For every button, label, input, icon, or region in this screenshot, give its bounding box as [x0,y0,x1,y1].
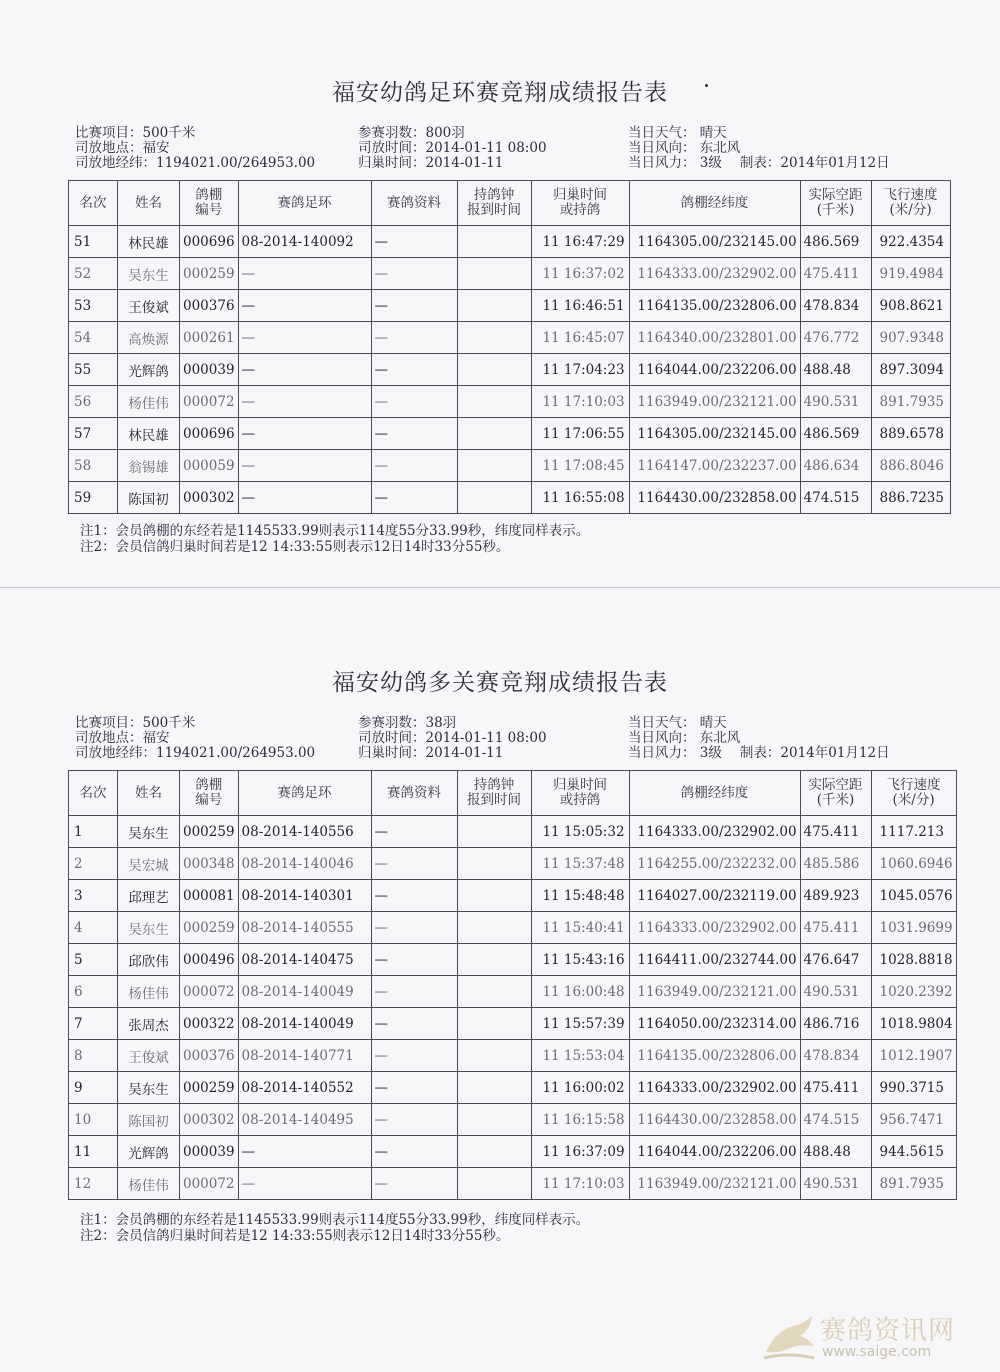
cell-ring: 08-2014-140555 [238,912,371,944]
table-header-row [69,771,957,816]
cell-coord: 1164044.00/232206.00 [629,354,800,386]
meta-col-mid [358,126,547,171]
cell-name: 王俊斌 [118,290,180,322]
cell-time: 11 15:48:48 [531,880,629,912]
cell-ring: — [238,1168,371,1200]
cell-ring: — [238,1136,371,1168]
cell-loft: 000302 [180,482,239,514]
cell-rank: 9 [69,1072,118,1104]
cell-name: 翁锡雄 [118,450,180,482]
table-row [69,482,951,514]
meta-wind-dir: 当日风向： 东北风 [628,730,741,746]
watermark-url: www.saige.com [822,1344,932,1360]
cell-clock [457,258,531,290]
cell-dist: 476.772 [800,322,871,354]
cell-info: — [371,226,457,258]
meta-wind-force: 当日风力： 3级 [628,745,722,761]
cell-info: — [371,1136,457,1168]
cell-loft: 000376 [180,290,239,322]
cell-dist: 476.647 [800,944,871,976]
table-row [69,290,951,322]
cell-speed: 919.4984 [871,258,950,290]
cell-clock [457,386,531,418]
cell-speed: 907.9348 [871,322,950,354]
meta-release-coord: 司放地经纬：1194021.00/264953.00 [75,155,316,171]
cell-time: 11 16:45:07 [531,322,629,354]
cell-name: 吴东生 [118,816,180,848]
cell-loft: 000059 [180,450,239,482]
column-header-name: 姓名 [118,771,180,816]
table-row [69,880,957,912]
cell-info: — [371,1168,457,1200]
cell-rank: 1 [69,816,118,848]
table-row [69,944,957,976]
meta-release-time: 司放时间：2014-01-11 08:00 [358,140,547,156]
cell-speed: 1045.0576 [871,880,956,912]
cell-info: — [371,816,457,848]
cell-rank: 8 [69,1040,118,1072]
cell-speed: 1012.1907 [871,1040,956,1072]
speck [705,84,708,87]
cell-dist: 475.411 [800,258,871,290]
cell-name: 邱欣伟 [118,944,180,976]
cell-name: 吴东生 [118,912,180,944]
meta-release-place: 司放地点：福安 [75,730,170,746]
cell-time: 11 16:47:29 [531,226,629,258]
cell-dist: 478.834 [800,1040,871,1072]
cell-name: 张周杰 [118,1008,180,1040]
cell-ring: — [238,258,371,290]
footnote-2: 注2：会员信鸽归巢时间若是12 14:33:55则表示12日14时33分55秒。 [80,539,510,555]
footnote-1: 注1：会员鸽棚的东经若是1145533.99则表示114度55分33.99秒，纬度同样表示。 [80,1212,590,1228]
cell-time: 11 15:57:39 [531,1008,629,1040]
column-header-rank: 名次 [69,771,118,816]
cell-ring: 08-2014-140049 [238,976,371,1008]
cell-coord: 1164430.00/232858.00 [629,1104,800,1136]
cell-dist: 490.531 [800,1168,871,1200]
cell-coord: 1164305.00/232145.00 [629,418,800,450]
meta-event: 比赛项目：500千米 [75,125,196,141]
cell-name: 高焕源 [118,322,180,354]
cell-loft: 000302 [180,1104,239,1136]
column-header-dist: 实际空距 (千米) [800,771,871,816]
cell-speed: 944.5615 [871,1136,956,1168]
cell-ring: 08-2014-140049 [238,1008,371,1040]
table-row [69,418,951,450]
meta-event: 比赛项目：500千米 [75,715,196,731]
cell-rank: 12 [69,1168,118,1200]
cell-clock [457,450,531,482]
cell-loft: 000039 [180,1136,239,1168]
column-header-coord: 鸽棚经纬度 [629,771,800,816]
cell-clock [457,1104,531,1136]
cell-time: 11 17:10:03 [531,1168,629,1200]
cell-speed: 889.6578 [871,418,950,450]
cell-rank: 3 [69,880,118,912]
cell-clock [457,1040,531,1072]
column-header-loft: 鸽棚 编号 [180,181,239,226]
cell-clock [457,322,531,354]
cell-clock [457,848,531,880]
cell-rank: 7 [69,1008,118,1040]
cell-info: — [371,1040,457,1072]
footnotes [80,523,589,555]
meta-wind-dir: 当日风向： 东北风 [628,140,741,156]
cell-ring: — [238,450,371,482]
cell-speed: 908.8621 [871,290,950,322]
table-row [69,450,951,482]
cell-ring: — [238,418,371,450]
cell-dist: 486.569 [800,418,871,450]
cell-loft: 000376 [180,1040,239,1072]
page-divider [0,587,1000,588]
cell-loft: 000496 [180,944,239,976]
cell-coord: 1163949.00/232121.00 [629,1168,800,1200]
column-header-ring: 赛鸽足环 [238,181,371,226]
results-table [68,180,951,514]
cell-rank: 51 [69,226,118,258]
table-row [69,1168,957,1200]
meta-release-time: 司放时间：2014-01-11 08:00 [358,730,547,746]
cell-clock [457,816,531,848]
cell-name: 杨佳伟 [118,386,180,418]
cell-info: — [371,912,457,944]
cell-time: 11 17:10:03 [531,386,629,418]
cell-clock [457,290,531,322]
meta-made-date: 制表：2014年01月12日 [739,155,890,171]
cell-dist: 485.586 [800,848,871,880]
column-header-clock: 持鸽钟 报到时间 [457,181,531,226]
cell-info: — [371,848,457,880]
results-table [68,770,957,1200]
cell-coord: 1163949.00/232121.00 [629,976,800,1008]
cell-time: 11 15:40:41 [531,912,629,944]
cell-loft: 000072 [180,1168,239,1200]
cell-speed: 886.8046 [871,450,950,482]
cell-clock [457,482,531,514]
cell-dist: 486.569 [800,226,871,258]
cell-speed: 1060.6946 [871,848,956,880]
cell-rank: 6 [69,976,118,1008]
column-header-time: 归巢时间 或持鸽 [531,181,629,226]
cell-clock [457,912,531,944]
cell-speed: 886.7235 [871,482,950,514]
cell-loft: 000081 [180,880,239,912]
meta-weather: 当日天气： 晴天 [628,715,727,731]
column-header-coord: 鸽棚经纬度 [629,181,800,226]
cell-rank: 54 [69,322,118,354]
cell-coord: 1164147.00/232237.00 [629,450,800,482]
meta-entries: 参赛羽数：38羽 [358,715,457,731]
cell-speed: 897.3094 [871,354,950,386]
cell-coord: 1164044.00/232206.00 [629,1136,800,1168]
table-row [69,226,951,258]
column-header-speed: 飞行速度 (米/分) [871,181,950,226]
cell-coord: 1164135.00/232806.00 [629,290,800,322]
cell-rank: 59 [69,482,118,514]
column-header-info: 赛鸽资料 [371,771,457,816]
cell-time: 11 15:43:16 [531,944,629,976]
meta-return-time: 归巢时间：2014-01-11 [358,155,504,171]
cell-clock [457,944,531,976]
cell-dist: 488.48 [800,1136,871,1168]
cell-ring: — [238,322,371,354]
cell-clock [457,1168,531,1200]
cell-info: — [371,322,457,354]
cell-ring: — [238,290,371,322]
cell-name: 陈国初 [118,482,180,514]
cell-rank: 57 [69,418,118,450]
cell-ring: — [238,482,371,514]
cell-coord: 1164411.00/232744.00 [629,944,800,976]
cell-name: 光辉鸽 [118,1136,180,1168]
cell-info: — [371,258,457,290]
cell-name: 光辉鸽 [118,354,180,386]
cell-name: 林民雄 [118,226,180,258]
cell-ring: 08-2014-140301 [238,880,371,912]
cell-speed: 891.7935 [871,386,950,418]
cell-time: 11 16:15:58 [531,1104,629,1136]
cell-loft: 000322 [180,1008,239,1040]
cell-coord: 1164255.00/232232.00 [629,848,800,880]
column-header-ring: 赛鸽足环 [238,771,371,816]
column-header-dist: 实际空距 (千米) [800,181,871,226]
cell-coord: 1164333.00/232902.00 [629,912,800,944]
cell-dist: 478.834 [800,290,871,322]
cell-ring: 08-2014-140475 [238,944,371,976]
cell-coord: 1164305.00/232145.00 [629,226,800,258]
cell-ring: 08-2014-140046 [238,848,371,880]
cell-time: 11 15:37:48 [531,848,629,880]
meta-wind-force: 当日风力： 3级 [628,155,722,171]
cell-info: — [371,354,457,386]
cell-info: — [371,482,457,514]
meta-col-mid [358,716,547,761]
report-title: 福安幼鸽多关赛竞翔成绩报告表 [332,670,668,696]
meta-col-right [628,126,890,171]
table-row [69,912,957,944]
cell-coord: 1164340.00/232801.00 [629,322,800,354]
meta-entries: 参赛羽数：800羽 [358,125,465,141]
cell-ring: — [238,354,371,386]
cell-time: 11 15:53:04 [531,1040,629,1072]
table-row [69,354,951,386]
meta-col-left [75,716,315,761]
footnote-1: 注1：会员鸽棚的东经若是1145533.99则表示114度55分33.99秒，纬度同样表示。 [80,523,590,539]
meta-col-left [75,126,315,171]
cell-info: — [371,944,457,976]
cell-dist: 486.634 [800,450,871,482]
cell-dist: 489.923 [800,880,871,912]
cell-loft: 000259 [180,816,239,848]
meta-release-coord: 司放地经纬：1194021.00/264953.00 [75,745,316,761]
cell-info: — [371,880,457,912]
cell-rank: 56 [69,386,118,418]
cell-clock [457,1072,531,1104]
table-row [69,976,957,1008]
cell-loft: 000259 [180,1072,239,1104]
column-header-time: 归巢时间 或持鸽 [531,771,629,816]
cell-rank: 2 [69,848,118,880]
table-row [69,1072,957,1104]
cell-time: 11 15:05:32 [531,816,629,848]
cell-ring: 08-2014-140556 [238,816,371,848]
cell-rank: 53 [69,290,118,322]
table-row [69,386,951,418]
table-row [69,848,957,880]
cell-rank: 11 [69,1136,118,1168]
cell-clock [457,1008,531,1040]
cell-loft: 000039 [180,354,239,386]
column-header-clock: 持鸽钟 报到时间 [457,771,531,816]
table-row [69,1008,957,1040]
cell-time: 11 16:00:48 [531,976,629,1008]
column-header-rank: 名次 [69,181,118,226]
cell-coord: 1164135.00/232806.00 [629,1040,800,1072]
cell-info: — [371,1072,457,1104]
cell-loft: 000072 [180,976,239,1008]
cell-ring: 08-2014-140771 [238,1040,371,1072]
table-row [69,322,951,354]
cell-name: 吴宏城 [118,848,180,880]
cell-speed: 990.3715 [871,1072,956,1104]
table-header-row [69,181,951,226]
cell-dist: 475.411 [800,816,871,848]
cell-loft: 000072 [180,386,239,418]
cell-rank: 4 [69,912,118,944]
cell-dist: 490.531 [800,386,871,418]
cell-info: — [371,1104,457,1136]
cell-ring: 08-2014-140092 [238,226,371,258]
cell-clock [457,976,531,1008]
footnotes [80,1212,589,1244]
site-watermark [758,1306,998,1366]
cell-info: — [371,290,457,322]
cell-loft: 000261 [180,322,239,354]
cell-speed: 1020.2392 [871,976,956,1008]
cell-clock [457,418,531,450]
cell-loft: 000259 [180,912,239,944]
cell-coord: 1163949.00/232121.00 [629,386,800,418]
report-title: 福安幼鸽足环赛竞翔成绩报告表 [332,80,668,106]
cell-coord: 1164333.00/232902.00 [629,1072,800,1104]
cell-loft: 000348 [180,848,239,880]
cell-speed: 922.4354 [871,226,950,258]
cell-clock [457,880,531,912]
cell-time: 11 17:08:45 [531,450,629,482]
cell-rank: 55 [69,354,118,386]
table-row [69,816,957,848]
cell-name: 林民雄 [118,418,180,450]
cell-speed: 956.7471 [871,1104,956,1136]
cell-name: 吴东生 [118,1072,180,1104]
cell-ring: 08-2014-140552 [238,1072,371,1104]
cell-time: 11 16:37:09 [531,1136,629,1168]
cell-speed: 1117.213 [871,816,956,848]
cell-loft: 000696 [180,226,239,258]
cell-loft: 000696 [180,418,239,450]
cell-dist: 490.531 [800,976,871,1008]
column-header-info: 赛鸽资料 [371,181,457,226]
column-header-speed: 飞行速度 (米/分) [871,771,956,816]
cell-loft: 000259 [180,258,239,290]
cell-time: 11 16:00:02 [531,1072,629,1104]
cell-info: — [371,1008,457,1040]
cell-rank: 58 [69,450,118,482]
cell-time: 11 16:37:02 [531,258,629,290]
cell-name: 邱理艺 [118,880,180,912]
cell-info: — [371,386,457,418]
cell-coord: 1164050.00/232314.00 [629,1008,800,1040]
meta-return-time: 归巢时间：2014-01-11 [358,745,504,761]
cell-dist: 475.411 [800,912,871,944]
cell-speed: 1031.9699 [871,912,956,944]
cell-name: 陈国初 [118,1104,180,1136]
meta-made-date: 制表：2014年01月12日 [739,745,890,761]
cell-rank: 52 [69,258,118,290]
cell-name: 杨佳伟 [118,1168,180,1200]
column-header-name: 姓名 [118,181,180,226]
cell-coord: 1164027.00/232119.00 [629,880,800,912]
cell-speed: 1018.9804 [871,1008,956,1040]
cell-coord: 1164333.00/232902.00 [629,258,800,290]
cell-time: 11 17:06:55 [531,418,629,450]
cell-coord: 1164430.00/232858.00 [629,482,800,514]
cell-name: 王俊斌 [118,1040,180,1072]
cell-speed: 1028.8818 [871,944,956,976]
cell-name: 杨佳伟 [118,976,180,1008]
cell-dist: 474.515 [800,482,871,514]
cell-name: 吴东生 [118,258,180,290]
footnote-2: 注2：会员信鸽归巢时间若是12 14:33:55则表示12日14时33分55秒。 [80,1228,510,1244]
meta-col-right [628,716,890,761]
cell-dist: 475.411 [800,1072,871,1104]
cell-clock [457,354,531,386]
watermark-text: 赛鸽资讯网 [820,1316,956,1346]
pigeon-logo-icon [760,1308,818,1364]
cell-ring: — [238,386,371,418]
table-row [69,258,951,290]
cell-info: — [371,976,457,1008]
cell-time: 11 17:04:23 [531,354,629,386]
cell-dist: 486.716 [800,1008,871,1040]
cell-time: 11 16:46:51 [531,290,629,322]
cell-clock [457,226,531,258]
cell-info: — [371,418,457,450]
table-row [69,1136,957,1168]
cell-rank: 5 [69,944,118,976]
table-row [69,1040,957,1072]
table-row [69,1104,957,1136]
cell-info: — [371,450,457,482]
meta-release-place: 司放地点：福安 [75,140,170,156]
meta-weather: 当日天气： 晴天 [628,125,727,141]
cell-dist: 474.515 [800,1104,871,1136]
cell-time: 11 16:55:08 [531,482,629,514]
column-header-loft: 鸽棚 编号 [180,771,239,816]
cell-rank: 10 [69,1104,118,1136]
cell-speed: 891.7935 [871,1168,956,1200]
cell-coord: 1164333.00/232902.00 [629,816,800,848]
cell-clock [457,1136,531,1168]
cell-dist: 488.48 [800,354,871,386]
cell-ring: 08-2014-140495 [238,1104,371,1136]
